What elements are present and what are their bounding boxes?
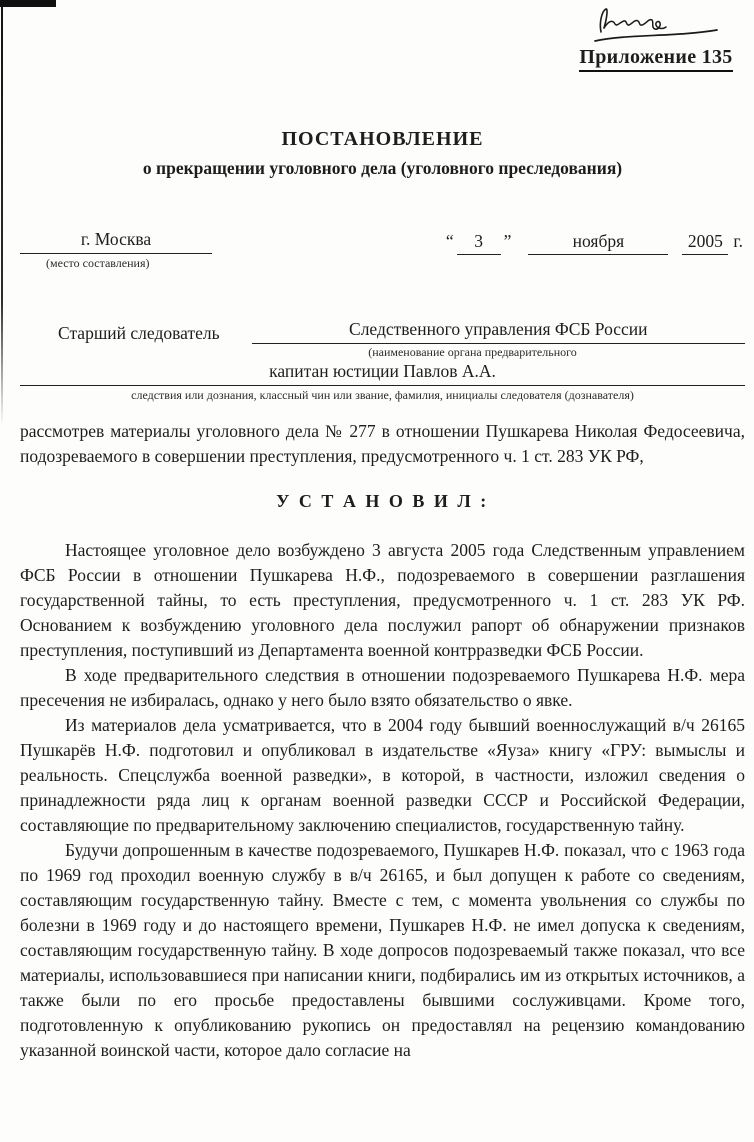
officer-block [20, 319, 745, 403]
document-title: ПОСТАНОВЛЕНИЕ [281, 128, 484, 150]
body-paragraph: Настоящее уголовное дело возбуждено 3 августа 2005 года Следственным управлением ФСБ России в отношении Пушкарева Н.Ф., подозреваемого в совершении разглашения государственной тайны, то есть преступления, предусмотренного ч. 1 ст. 283 УК РФ. Основанием к возбуждению уголовного дела послужил рапорт об обнаружении признаков преступления, поступивший из Департамента военной контрразведки ФСБ России. [20, 540, 745, 660]
preamble-paragraph: рассмотрев материалы уголовного дела № 277 в отношении Пушкарева Николая Федосеевича, подозреваемого в совершении преступления, предусмотренного ч. 1 ст. 283 УК РФ, [20, 421, 745, 466]
officer-row [20, 319, 745, 344]
place-caption: (место составления) [46, 256, 150, 270]
body-paragraph: В ходе предварительного следствия в отношении подозреваемого Пушкарева Н.Ф. мера пресечения не избиралась, однако у него было взято обязательство о явке. [20, 665, 745, 710]
body-paragraph: Будучи допрошенным в качестве подозреваемого, Пушкарев Н.Ф. показал, что с 1963 года по 1969 год проходил военную службу в в/ч 26165, и был допущен к работе со сведениям, составляющим государственную тайну. Вместе с тем, с момента увольнения со службы по болезни в 1969 году и до настоящего времени, Пушкарев Н.Ф. не имел допуска к сведениям, составляющим государственную тайну. В ходе допросов подозреваемый также показал, что все материалы, использовавшиеся при написании книги, подбирались им из открытых источников, а также были по его просьбе предоставлены бывшими сослуживцами. Кроме того, подготовленную к опубликованию рукопись он предоставлял на рецензию командованию указанной воинской части, которое дало согласие на [20, 840, 745, 1060]
officer-org: Следственного управления ФСБ России [252, 319, 745, 344]
scan-artifact-left-edge [1, 6, 3, 426]
place-group [20, 229, 212, 271]
date-open-quote: “ [445, 231, 454, 251]
appendix-header [572, 4, 740, 72]
appendix-label: Приложение 135 [579, 46, 732, 72]
scan-artifact-top [0, 0, 56, 7]
date-month: ноября [528, 231, 668, 255]
document-subtitle: о прекращении уголовного дела (уголовного преследования) [142, 158, 623, 178]
date-group [443, 231, 743, 255]
officer-role: Старший следователь [58, 323, 220, 343]
resolution-heading: У С Т А Н О В И Л : [276, 491, 489, 511]
date-era: г. [733, 231, 743, 251]
form-caption-name: следствия или дознания, классный чин или звание, фамилия, инициалы следователя (дознавателя) [131, 388, 634, 402]
date-day: 3 [457, 231, 501, 255]
date-year: 2005 [682, 231, 728, 255]
place-date-row [20, 229, 745, 271]
body-paragraph: Из материалов дела усматривается, что в 2004 году бывший военнослужащий в/ч 26165 Пушкарёв Н.Ф. подготовил и опубликовал в издательстве «Яуза» книгу «ГРУ: вымыслы и реальность. Спецслужба военной разведки», в которой, в частности, изложил сведения о принадлежности ряда лиц к органам военной разведки СССР и Российской Федерации, составляющие по предварительному заключению специалистов, государственную тайну. [20, 715, 745, 835]
officer-name: капитан юстиции Павлов А.А. [20, 361, 745, 386]
date-close-quote: ” [503, 231, 512, 251]
handwritten-mark-icon [591, 4, 721, 44]
form-caption-org: (наименование органа предварительного [368, 345, 577, 359]
place-value: г. Москва [20, 229, 212, 254]
